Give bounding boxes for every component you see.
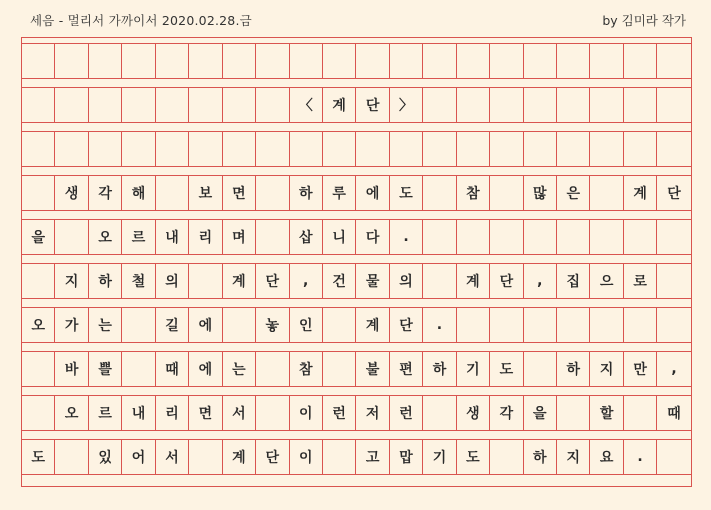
grid-cell: 도	[22, 440, 55, 474]
grid-cell: 보	[189, 176, 222, 210]
grid-cell	[524, 220, 557, 254]
grid-cell	[423, 176, 456, 210]
grid-cell	[457, 88, 490, 122]
grid-cell	[423, 88, 456, 122]
grid-cell: 단	[490, 264, 523, 298]
grid-cell	[590, 44, 623, 78]
grid-cell	[189, 44, 222, 78]
grid-cell: 계	[457, 264, 490, 298]
grid-row	[22, 131, 691, 167]
grid-cell: 단	[256, 264, 289, 298]
grid-cell	[524, 44, 557, 78]
grid-cell: 지	[590, 352, 623, 386]
grid-cell	[590, 176, 623, 210]
grid-cell	[256, 176, 289, 210]
header-title: 세음 - 멀리서 가까이서 2020.02.28.금	[30, 13, 252, 28]
grid-cell	[624, 396, 657, 430]
grid-cell	[590, 132, 623, 166]
grid-cell	[122, 44, 155, 78]
grid-cell	[156, 132, 189, 166]
grid-row	[22, 307, 691, 343]
grid-cell	[524, 132, 557, 166]
grid-cell	[189, 88, 222, 122]
grid-cell: 다	[356, 220, 389, 254]
grid-cell: 니	[323, 220, 356, 254]
grid-cell	[223, 308, 256, 342]
grid-row	[22, 43, 691, 79]
grid-cell	[557, 44, 590, 78]
grid-cell: 고	[356, 440, 389, 474]
grid-cell	[423, 220, 456, 254]
grid-cell	[457, 308, 490, 342]
grid-cell: 지	[557, 440, 590, 474]
grid-cell: 각	[490, 396, 523, 430]
grid-cell	[323, 44, 356, 78]
grid-cell: 런	[323, 396, 356, 430]
grid-cell	[490, 308, 523, 342]
grid-cell	[657, 264, 690, 298]
grid-cell	[457, 132, 490, 166]
grid-cell	[423, 396, 456, 430]
grid-cell: 물	[356, 264, 389, 298]
grid-cell: ,	[671, 361, 677, 377]
grid-cell: 르	[89, 396, 122, 430]
grid-cell: 가	[55, 308, 88, 342]
grid-cell	[323, 352, 356, 386]
grid-cell	[89, 88, 122, 122]
grid-cell: 참	[290, 352, 323, 386]
grid-cell: 오	[89, 220, 122, 254]
grid-cell	[590, 88, 623, 122]
grid-cell: 이	[290, 396, 323, 430]
grid-cell	[22, 132, 55, 166]
grid-cell: 참	[457, 176, 490, 210]
grid-cell	[557, 88, 590, 122]
grid-cell: 계	[223, 264, 256, 298]
grid-cell	[22, 88, 55, 122]
grid-cell: 편	[390, 352, 423, 386]
grid-cell	[22, 396, 55, 430]
grid-cell	[55, 220, 88, 254]
grid-cell	[657, 88, 690, 122]
grid-cell: 리	[189, 220, 222, 254]
grid-cell	[423, 44, 456, 78]
grid-cell	[223, 88, 256, 122]
grid-cell	[156, 176, 189, 210]
grid-cell: 기	[423, 440, 456, 474]
grid-cell	[590, 308, 623, 342]
grid-cell: 단	[390, 308, 423, 342]
grid-cell	[89, 44, 122, 78]
grid-cell: 도	[457, 440, 490, 474]
grid-cell: ,	[524, 264, 557, 298]
grid-cell: 맙	[390, 440, 423, 474]
grid-cell: 길	[156, 308, 189, 342]
grid-cell	[256, 132, 289, 166]
grid-cell	[323, 308, 356, 342]
grid-row	[22, 439, 691, 475]
grid-cell	[657, 132, 690, 166]
grid-cell: .	[624, 440, 657, 474]
grid-cell: 저	[356, 396, 389, 430]
grid-cell: 르	[122, 220, 155, 254]
grid-cell: 은	[557, 176, 590, 210]
grid-cell	[557, 308, 590, 342]
grid-cell	[156, 88, 189, 122]
grid-cell: 〈	[290, 88, 323, 122]
grid-cell: 도	[390, 176, 423, 210]
grid-cell	[457, 220, 490, 254]
grid-cell	[423, 264, 456, 298]
grid-cell: 계	[624, 176, 657, 210]
grid-cell: 에	[189, 308, 222, 342]
grid-cell: 오	[55, 396, 88, 430]
grid-cell: 만	[624, 352, 657, 386]
grid-cell: 의	[390, 264, 423, 298]
grid-cell	[524, 352, 557, 386]
grid-cell	[256, 88, 289, 122]
grid-cell: 할	[590, 396, 623, 430]
grid-row	[22, 175, 691, 211]
grid-cell	[524, 308, 557, 342]
grid-cell	[490, 88, 523, 122]
grid-cell	[557, 132, 590, 166]
grid-cell	[657, 308, 690, 342]
grid-cell: 로	[624, 264, 657, 298]
grid-cell: 인	[290, 308, 323, 342]
grid-cell: 기	[457, 352, 490, 386]
grid-cell	[256, 352, 289, 386]
grid-cell: 어	[122, 440, 155, 474]
grid-cell: 에	[189, 352, 222, 386]
grid-cell	[122, 308, 155, 342]
header-author: by 김미라 작가	[602, 13, 686, 28]
grid-cell: 지	[55, 264, 88, 298]
grid-cell	[122, 88, 155, 122]
grid-cell	[490, 440, 523, 474]
grid-cell	[223, 44, 256, 78]
grid-cell: 런	[390, 396, 423, 430]
grid-cell	[356, 44, 389, 78]
grid-cell	[323, 440, 356, 474]
grid-cell	[55, 440, 88, 474]
grid-cell: 을	[22, 220, 55, 254]
grid-cell	[189, 132, 222, 166]
grid-cell	[557, 220, 590, 254]
grid-cell	[490, 44, 523, 78]
grid-cell: 는	[223, 352, 256, 386]
grid-cell: 건	[323, 264, 356, 298]
grid-cell	[423, 132, 456, 166]
grid-cell	[624, 220, 657, 254]
grid-cell	[490, 132, 523, 166]
grid-cell: 서	[156, 440, 189, 474]
grid-cell	[22, 352, 55, 386]
grid-cell	[524, 88, 557, 122]
grid-cell	[89, 132, 122, 166]
grid-cell	[22, 176, 55, 210]
grid-cell	[55, 44, 88, 78]
grid-cell	[156, 44, 189, 78]
grid-cell: 해	[122, 176, 155, 210]
grid-cell: 단	[256, 440, 289, 474]
grid-cell	[290, 44, 323, 78]
grid-cell: ,	[290, 264, 323, 298]
grid-cell	[256, 44, 289, 78]
grid-cell	[490, 176, 523, 210]
grid-cell: 계	[356, 308, 389, 342]
grid-cell: 하	[557, 352, 590, 386]
grid-cell: 불	[356, 352, 389, 386]
grid-cell: 리	[156, 396, 189, 430]
grid-cell: 하	[524, 440, 557, 474]
grid-cell	[356, 132, 389, 166]
grid-cell: 루	[323, 176, 356, 210]
grid-cell: 집	[557, 264, 590, 298]
grid-cell: 며	[223, 220, 256, 254]
grid-cell	[189, 264, 222, 298]
grid-row	[22, 87, 691, 123]
grid-cell: 쁠	[89, 352, 122, 386]
grid-cell: 계	[323, 88, 356, 122]
grid-cell	[55, 88, 88, 122]
grid-cell: .	[423, 308, 456, 342]
grid-cell	[657, 44, 690, 78]
grid-cell: 요	[590, 440, 623, 474]
grid-cell: 내	[156, 220, 189, 254]
grid-cell	[290, 132, 323, 166]
grid-cell: 의	[156, 264, 189, 298]
grid-cell: 있	[89, 440, 122, 474]
grid-cell	[223, 132, 256, 166]
grid-cell: 내	[122, 396, 155, 430]
grid-cell	[22, 44, 55, 78]
grid-cell: 으	[590, 264, 623, 298]
grid-cell: 하	[423, 352, 456, 386]
grid-cell: 철	[122, 264, 155, 298]
grid-cell	[490, 220, 523, 254]
grid-cell: 생	[55, 176, 88, 210]
grid-cell: 삽	[290, 220, 323, 254]
grid-cell	[624, 44, 657, 78]
grid-cell: 에	[356, 176, 389, 210]
grid-cell: 바	[55, 352, 88, 386]
grid-cell	[122, 132, 155, 166]
grid-cell	[557, 396, 590, 430]
grid-row	[22, 351, 691, 387]
grid-cell: 각	[89, 176, 122, 210]
grid-cell	[122, 352, 155, 386]
grid-cell: 서	[223, 396, 256, 430]
grid-cell	[590, 220, 623, 254]
grid-cell	[55, 132, 88, 166]
grid-cell: 단	[667, 186, 681, 202]
grid-cell: 하	[89, 264, 122, 298]
grid-cell: 〉	[390, 88, 423, 122]
grid-cell	[22, 264, 55, 298]
page-header	[0, 0, 711, 36]
grid-cell: 오	[22, 308, 55, 342]
grid-cell	[256, 220, 289, 254]
grid-cell: 면	[189, 396, 222, 430]
grid-cell	[390, 44, 423, 78]
grid-cell: 하	[290, 176, 323, 210]
grid-cell: 단	[356, 88, 389, 122]
grid-row	[22, 263, 691, 299]
grid-cell	[657, 220, 690, 254]
grid-cell	[390, 132, 423, 166]
grid-row	[22, 395, 691, 431]
grid-cell: .	[390, 220, 423, 254]
grid-cell: 때	[667, 406, 681, 422]
grid-cell: 계	[223, 440, 256, 474]
grid-cell: 면	[223, 176, 256, 210]
grid-cell: 많	[524, 176, 557, 210]
manuscript-grid	[21, 37, 692, 487]
grid-cell: 때	[156, 352, 189, 386]
grid-cell	[624, 88, 657, 122]
grid-cell	[657, 440, 690, 474]
grid-cell: 놓	[256, 308, 289, 342]
grid-cell	[189, 440, 222, 474]
grid-cell	[457, 44, 490, 78]
grid-cell: 이	[290, 440, 323, 474]
grid-cell: 생	[457, 396, 490, 430]
grid-row	[22, 219, 691, 255]
grid-cell	[624, 132, 657, 166]
grid-cell	[256, 396, 289, 430]
grid-cell	[323, 132, 356, 166]
grid-cell: 을	[524, 396, 557, 430]
grid-cell	[624, 308, 657, 342]
grid-cell: 도	[490, 352, 523, 386]
grid-cell: 는	[89, 308, 122, 342]
